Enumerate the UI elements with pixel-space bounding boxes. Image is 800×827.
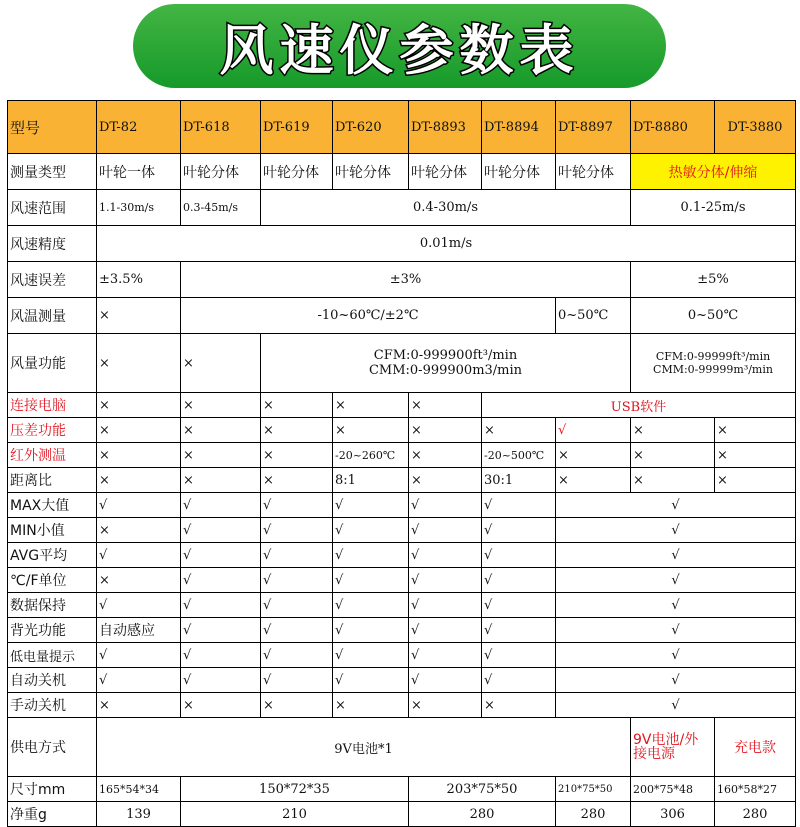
cell: √ xyxy=(333,668,409,693)
cell: × xyxy=(333,393,409,418)
cell: √ xyxy=(181,568,261,593)
page-title: 风速仪参数表 xyxy=(219,18,580,82)
cell: √ xyxy=(482,593,556,618)
cell: √ xyxy=(261,593,333,618)
row-label: 数据保持 xyxy=(8,593,97,618)
cell: √ xyxy=(409,518,482,543)
cell: ±5% xyxy=(631,262,796,298)
table-row-error xyxy=(8,262,796,298)
cell: × xyxy=(409,468,482,493)
cell: 叶轮分体 xyxy=(409,154,482,190)
cell: √ xyxy=(556,668,796,693)
cell: √ xyxy=(409,643,482,668)
cell: 30:1 xyxy=(482,468,556,493)
cell: √ xyxy=(261,643,333,668)
model-cell: DT-8894 xyxy=(482,101,556,154)
table-row-distance xyxy=(8,468,796,493)
table-row-model xyxy=(8,101,796,154)
row-label: ℃/F单位 xyxy=(8,568,97,593)
cell: 203*75*50 xyxy=(409,777,556,802)
row-label: 风量功能 xyxy=(8,334,97,393)
row-label: 背光功能 xyxy=(8,618,97,643)
table-row-hold xyxy=(8,593,796,618)
cell: 9V电池/外接电源 xyxy=(631,718,715,777)
cell: 0.3-45m/s xyxy=(181,190,261,226)
cell: × xyxy=(181,443,261,468)
cell: 8:1 xyxy=(333,468,409,493)
cell xyxy=(261,334,631,393)
cell: × xyxy=(631,443,715,468)
cell: √ xyxy=(261,518,333,543)
cell: 165*54*34 xyxy=(97,777,181,802)
row-label: 距离比 xyxy=(8,468,97,493)
cell: 150*72*35 xyxy=(181,777,409,802)
cell: × xyxy=(97,443,181,468)
cell: × xyxy=(97,518,181,543)
model-cell: DT-618 xyxy=(181,101,261,154)
table-row-weight xyxy=(8,802,796,827)
row-label: 压差功能 xyxy=(8,418,97,443)
cell: × xyxy=(261,693,333,718)
cell: √ xyxy=(556,618,796,643)
table-row-avg xyxy=(8,543,796,568)
cell: √ xyxy=(261,543,333,568)
cell: 280 xyxy=(715,802,796,827)
row-label: AVG平均 xyxy=(8,543,97,568)
cell: × xyxy=(261,418,333,443)
table-row-ir xyxy=(8,443,796,468)
cell: √ xyxy=(261,668,333,693)
cell: 0.01m/s xyxy=(97,226,796,262)
table-row-temp xyxy=(8,298,796,334)
cmm-text: CMM:0-99999m³/min xyxy=(653,363,773,376)
table-row-unit xyxy=(8,568,796,593)
cell: USB软件 xyxy=(482,393,796,418)
cell: √ xyxy=(409,668,482,693)
cell: × xyxy=(97,418,181,443)
table-row-manualoff xyxy=(8,693,796,718)
cell: √ xyxy=(556,568,796,593)
cell: × xyxy=(482,418,556,443)
table-row-max xyxy=(8,493,796,518)
cell: × xyxy=(261,468,333,493)
cell: √ xyxy=(409,568,482,593)
cell: × xyxy=(715,443,796,468)
cell: √ xyxy=(556,693,796,718)
cell: √ xyxy=(97,643,181,668)
cell: √ xyxy=(482,668,556,693)
cell: √ xyxy=(97,493,181,518)
cell: √ xyxy=(181,493,261,518)
cell: √ xyxy=(181,543,261,568)
row-label: 供电方式 xyxy=(8,718,97,777)
cell: √ xyxy=(261,493,333,518)
cell: √ xyxy=(333,593,409,618)
cell: ±3.5% xyxy=(97,262,181,298)
cfm-text: CFM:0-999900ft³/min xyxy=(373,348,518,363)
cell: √ xyxy=(556,643,796,668)
row-label: 风速精度 xyxy=(8,226,97,262)
row-label: 自动关机 xyxy=(8,668,97,693)
cell: √ xyxy=(556,593,796,618)
cell: 210 xyxy=(181,802,409,827)
cell: √ xyxy=(181,618,261,643)
cell: √ xyxy=(482,568,556,593)
cell: × xyxy=(333,418,409,443)
cell: √ xyxy=(181,643,261,668)
row-label: MAX大值 xyxy=(8,493,97,518)
cell: 叶轮分体 xyxy=(333,154,409,190)
cell: 热敏分体/伸缩 xyxy=(631,154,796,190)
cell: × xyxy=(261,393,333,418)
row-label: 型号 xyxy=(8,101,97,154)
cell: × xyxy=(715,418,796,443)
model-cell: DT-620 xyxy=(333,101,409,154)
cell: 叶轮一体 xyxy=(97,154,181,190)
cell: × xyxy=(409,393,482,418)
row-label: 尺寸mm xyxy=(8,777,97,802)
cell: √ xyxy=(482,518,556,543)
cell: 叶轮分体 xyxy=(261,154,333,190)
cell: × xyxy=(409,418,482,443)
cell: 306 xyxy=(631,802,715,827)
cell: × xyxy=(97,468,181,493)
row-label: 连接电脑 xyxy=(8,393,97,418)
cell: -10~60℃/±2℃ xyxy=(181,298,556,334)
cell: × xyxy=(556,468,631,493)
cell xyxy=(631,334,796,393)
title-banner xyxy=(133,4,666,88)
cfm-text: CFM:0-99999ft³/min xyxy=(655,350,771,363)
table-row-min xyxy=(8,518,796,543)
cell: √ xyxy=(333,493,409,518)
cell: × xyxy=(409,693,482,718)
table-row-size xyxy=(8,777,796,802)
table-row-airflow xyxy=(8,334,796,393)
cell: √ xyxy=(181,668,261,693)
cell: × xyxy=(97,298,181,334)
cell: 0~50℃ xyxy=(631,298,796,334)
cell: 160*58*27 xyxy=(715,777,796,802)
cell: 自动感应 xyxy=(97,618,181,643)
cell: × xyxy=(97,393,181,418)
row-label: 净重g xyxy=(8,802,97,827)
table-row-speed-range xyxy=(8,190,796,226)
cell: × xyxy=(181,334,261,393)
cell: √ xyxy=(409,493,482,518)
cell: √ xyxy=(556,418,631,443)
cell: √ xyxy=(181,518,261,543)
cell: 0.4-30m/s xyxy=(261,190,631,226)
cell: × xyxy=(631,468,715,493)
table-row-autooff xyxy=(8,668,796,693)
cell: √ xyxy=(261,618,333,643)
cmm-text: CMM:0-999900m3/min xyxy=(368,363,523,378)
model-cell: DT-3880 xyxy=(715,101,796,154)
row-label: 风速误差 xyxy=(8,262,97,298)
cell: √ xyxy=(97,668,181,693)
cell: 叶轮分体 xyxy=(556,154,631,190)
cell: √ xyxy=(333,618,409,643)
cell: √ xyxy=(333,518,409,543)
cell: √ xyxy=(482,643,556,668)
cell: × xyxy=(715,468,796,493)
cell: 0.1-25m/s xyxy=(631,190,796,226)
cell: 210*75*50 xyxy=(556,777,631,802)
cell: √ xyxy=(97,543,181,568)
cell: × xyxy=(97,568,181,593)
table-row-measure-type xyxy=(8,154,796,190)
cell: √ xyxy=(261,568,333,593)
cell: 充电款 xyxy=(715,718,796,777)
cell: × xyxy=(97,693,181,718)
cell: 叶轮分体 xyxy=(482,154,556,190)
cell: 280 xyxy=(556,802,631,827)
spec-table xyxy=(7,100,796,827)
row-label: 风速范围 xyxy=(8,190,97,226)
cell: -20~260℃ xyxy=(333,443,409,468)
cell: √ xyxy=(482,543,556,568)
cell: √ xyxy=(556,518,796,543)
cell: √ xyxy=(556,543,796,568)
cell: 280 xyxy=(409,802,556,827)
cell: 200*75*48 xyxy=(631,777,715,802)
row-label: MIN小值 xyxy=(8,518,97,543)
cell: × xyxy=(631,418,715,443)
model-cell: DT-619 xyxy=(261,101,333,154)
table-row-power xyxy=(8,718,796,777)
table-row-pressure xyxy=(8,418,796,443)
row-label: 红外测温 xyxy=(8,443,97,468)
cell: 叶轮分体 xyxy=(181,154,261,190)
cell: √ xyxy=(409,543,482,568)
cell: × xyxy=(181,418,261,443)
model-cell: DT-8897 xyxy=(556,101,631,154)
cell: ±3% xyxy=(181,262,631,298)
row-label: 风温测量 xyxy=(8,298,97,334)
cell: × xyxy=(261,443,333,468)
table-row-lowbat xyxy=(8,643,796,668)
model-cell: DT-8893 xyxy=(409,101,482,154)
cell: √ xyxy=(556,493,796,518)
cell: 1.1-30m/s xyxy=(97,190,181,226)
cell: × xyxy=(556,443,631,468)
model-cell: DT-8880 xyxy=(631,101,715,154)
cell: √ xyxy=(482,493,556,518)
cell: 0~50℃ xyxy=(556,298,631,334)
table-row-pc xyxy=(8,393,796,418)
cell: × xyxy=(409,443,482,468)
table-row-resolution xyxy=(8,226,796,262)
cell: √ xyxy=(333,643,409,668)
cell: √ xyxy=(181,593,261,618)
cell: √ xyxy=(482,618,556,643)
cell: × xyxy=(482,693,556,718)
cell: × xyxy=(181,693,261,718)
cell: √ xyxy=(409,593,482,618)
cell: -20~500℃ xyxy=(482,443,556,468)
cell: × xyxy=(181,393,261,418)
cell: √ xyxy=(409,618,482,643)
cell: √ xyxy=(333,568,409,593)
cell: √ xyxy=(97,593,181,618)
cell: 9V电池*1 xyxy=(97,718,631,777)
cell: × xyxy=(97,334,181,393)
model-cell: DT-82 xyxy=(97,101,181,154)
row-label: 测量类型 xyxy=(8,154,97,190)
row-label: 低电量提示 xyxy=(8,643,97,668)
cell: × xyxy=(333,693,409,718)
row-label: 手动关机 xyxy=(8,693,97,718)
cell: 139 xyxy=(97,802,181,827)
cell: √ xyxy=(333,543,409,568)
table-row-backlight xyxy=(8,618,796,643)
cell: × xyxy=(181,468,261,493)
